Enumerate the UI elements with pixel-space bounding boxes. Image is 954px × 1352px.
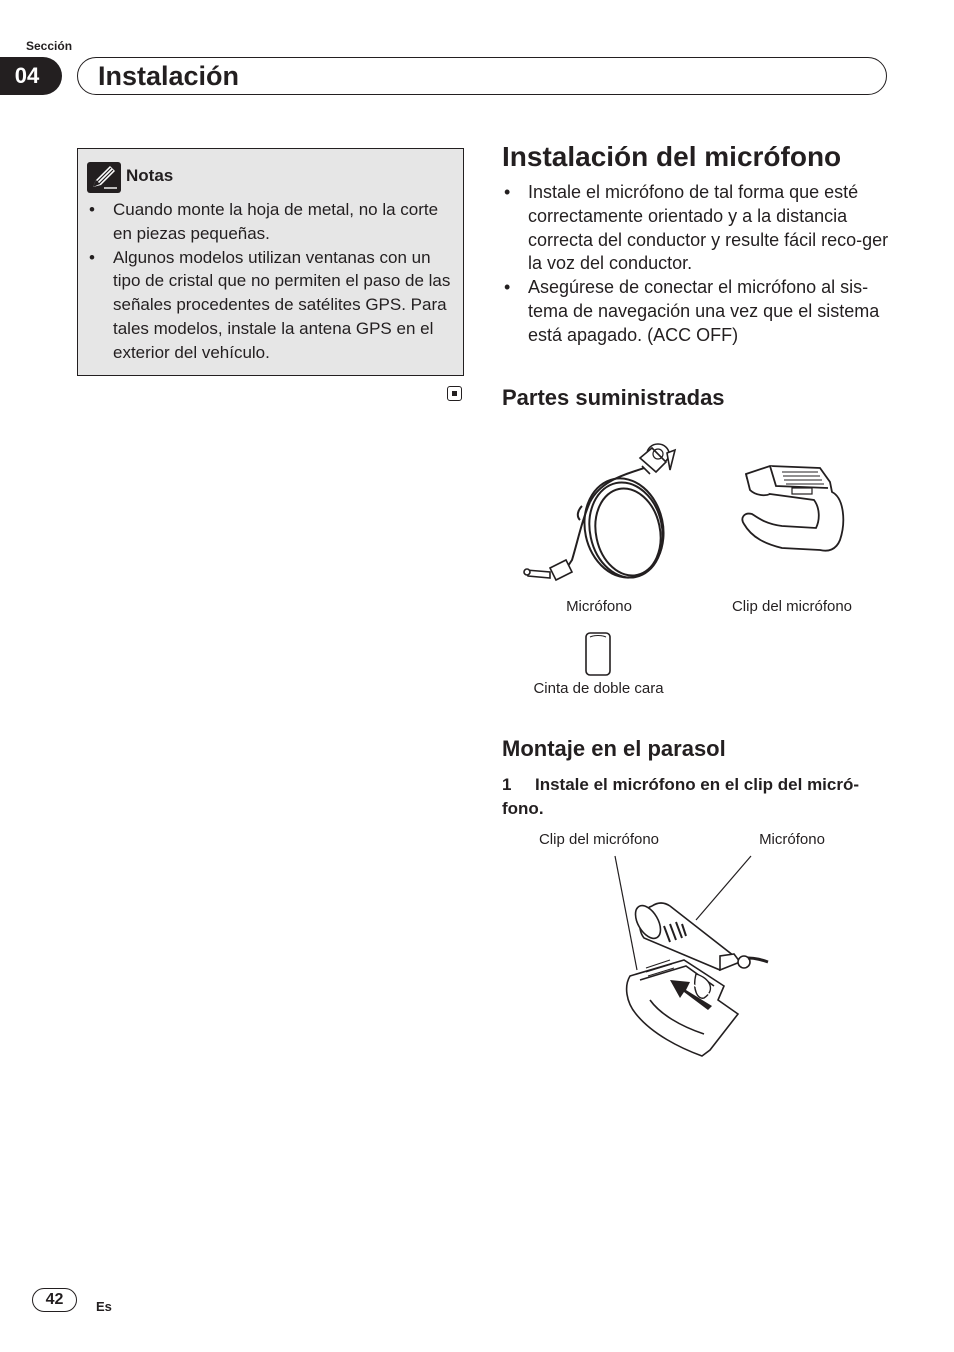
page-number: 42: [32, 1288, 77, 1312]
step-text: Instale el micrófono en el clip del micró-fono.: [502, 775, 860, 818]
mount-clip-label: Clip del micrófono: [538, 831, 660, 848]
bullet-item: • Instale el micrófono de tal forma que esté correctamente orientado y a la distancia correcta del conductor y resulte fácil reco-ger la voz del conductor.: [502, 181, 894, 276]
section-number-tab: 04: [0, 57, 62, 95]
note-item: • Algunos modelos utilizan ventanas con un tipo de cristal que no permiten el paso de las señales procedentes de satélites GPS. Para tales modelos, instale la antena GPS en el exterior del vehículo.: [88, 246, 454, 365]
mounting-heading: Montaje en el parasol: [502, 736, 726, 761]
microphone-caption: Micrófono: [566, 598, 632, 615]
mounting-illustration: [600, 850, 780, 1060]
mount-mic-label: Micrófono: [759, 831, 825, 848]
parts-heading: Partes suministradas: [502, 385, 725, 410]
clip-illustration: [736, 462, 848, 558]
note-pencil-icon: [87, 162, 121, 193]
note-item: • Cuando monte la hoja de metal, no la corte en piezas pequeñas.: [88, 198, 454, 246]
microphone-illustration: [520, 440, 680, 590]
tape-illustration: [584, 631, 612, 677]
notes-title: Notas: [126, 166, 174, 185]
step-number: 1: [502, 775, 512, 794]
section-label: Sección: [26, 39, 73, 53]
bullet-item: • Asegúrese de conectar el micrófono al sis-tema de navegación una vez que el sistema está apagado. (ACC OFF): [502, 276, 894, 347]
language-code: Es: [96, 1299, 112, 1314]
section-title: Instalación: [98, 61, 240, 91]
tape-caption: Cinta de doble cara: [533, 680, 664, 697]
install-bullets: [502, 181, 894, 348]
clip-caption: Clip del micrófono: [731, 598, 853, 615]
notes-list: [88, 198, 454, 365]
section-end-icon: [447, 386, 462, 401]
page-heading: Instalación del micrófono: [502, 141, 842, 172]
